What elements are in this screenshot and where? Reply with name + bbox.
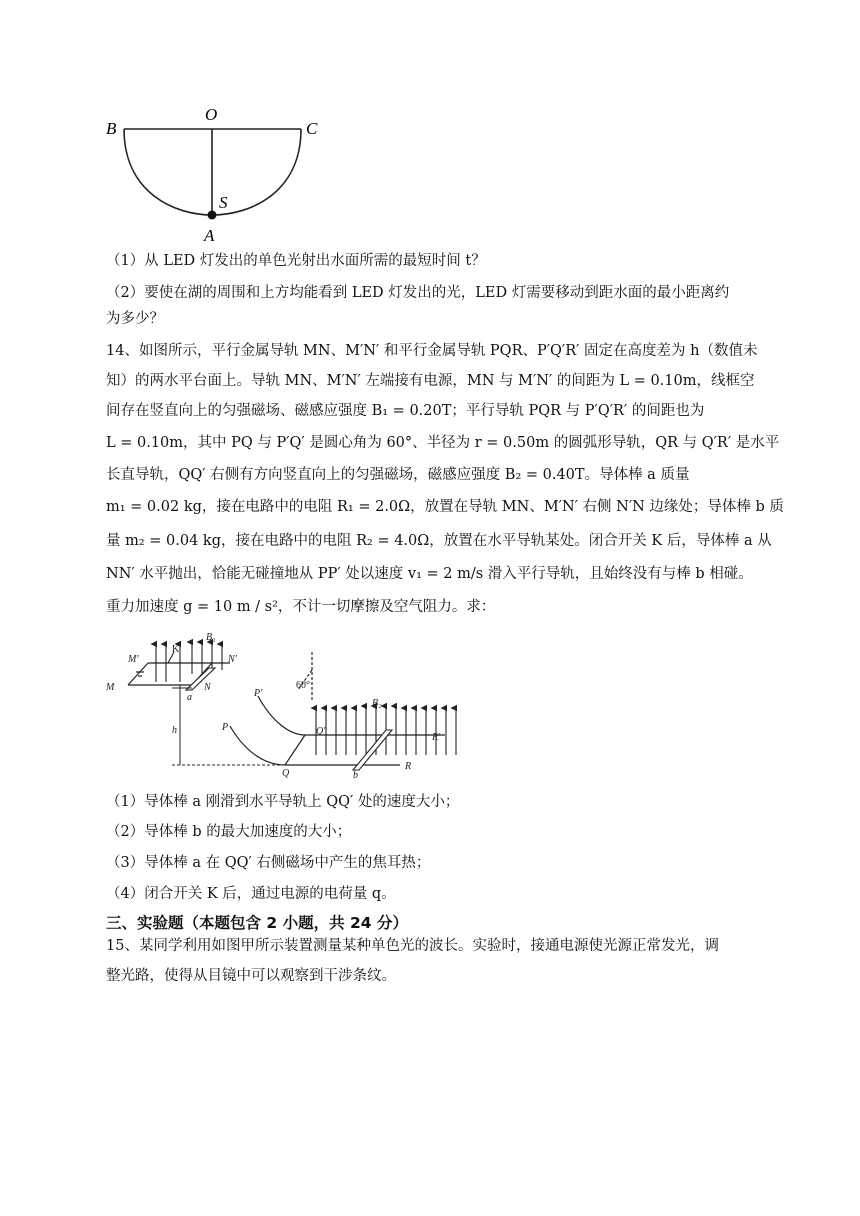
- fig2-label-M: M: [106, 682, 115, 693]
- q14-line-2: 知）的两水平台面上。导轨 MN、M′N′ 左端接有电源，MN 与 M′N′ 的间距为 L = 0.10m，线框空: [106, 373, 755, 389]
- q13-sub2-line2: 为多少？: [106, 311, 164, 327]
- fig2-label-angle: 60°: [296, 680, 310, 691]
- lake-figure: [100, 98, 340, 248]
- q14-line-3: 间存在竖直向上的匀强磁场、磁感应强度 B₁ = 0.20T；平行导轨 PQR 与 P′Q′R′ 的间距也为: [106, 403, 705, 419]
- q14-sub4: （4）闭合开关 K 后，通过电源的电荷量 q。: [106, 886, 396, 902]
- q14-line-9: 重力加速度 g = 10 m / s²，不计一切摩擦及空气阻力。求：: [106, 599, 496, 615]
- label-C: C: [306, 119, 318, 138]
- q13-sub2-line1: （2）要使在湖的周围和上方均能看到 LED 灯发出的光，LED 灯需要移动到距水面的最小距离约: [106, 285, 730, 301]
- fig2-label-P-prime: P′: [254, 688, 263, 699]
- q14-line-5: 长直导轨，QQ′ 右侧有方向竖直向上的匀强磁场，磁感应强度 B₂ = 0.40T。导体棒 a 质量: [106, 467, 690, 483]
- rails-figure: [100, 630, 470, 780]
- label-S: S: [219, 193, 228, 212]
- fig2-label-N-prime: N′: [228, 654, 237, 665]
- q14-line-7: 量 m₂ = 0.04 kg，接在电路中的电阻 R₂ = 4.0Ω，放置在水平导轨某处。闭合开关 K 后，导体棒 a 从: [106, 533, 772, 549]
- q15-line2: 整光路，使得从目镜中可以观察到干涉条纹。: [106, 968, 396, 984]
- fig2-label-M-prime: M′: [128, 654, 139, 665]
- fig2-label-R-prime: R′: [432, 732, 441, 743]
- fig2-label-B1: B₁: [206, 632, 216, 643]
- label-A: A: [204, 226, 215, 245]
- lower-rails: [230, 652, 445, 765]
- q14-sub2: （2）导体棒 b 的最大加速度的大小；: [106, 824, 352, 840]
- b1-field-arrows: [156, 642, 222, 682]
- upper-rails: [128, 663, 230, 685]
- q14-sub3: （3）导体棒 a 在 QQ′ 右侧磁场中产生的焦耳热；: [106, 855, 431, 871]
- q14-line-8: NN′ 水平抛出，恰能无碰撞地从 PP′ 处以速度 v₁ = 2 m/s 滑入平行导轨，且始终没有与棒 b 相碰。: [106, 566, 753, 582]
- q14-line-6: m₁ = 0.02 kg，接在电路中的电阻 R₁ = 2.0Ω，放置在导轨 MN、M′N′ 右侧 N′N 边缘处；导体棒 b 质: [106, 499, 784, 515]
- fig2-label-a: a: [187, 692, 192, 703]
- q15-line1: 15、某同学利用如图甲所示装置测量某种单色光的波长。实验时，接通电源使光源正常发光，调: [106, 938, 719, 954]
- fig2-label-B2: B₂: [372, 698, 382, 709]
- q13-sub1: （1）从 LED 灯发出的单色光射出水面所需的最短时间 t？: [106, 253, 486, 269]
- label-B: B: [106, 119, 117, 138]
- fig2-label-Q-prime: Q′: [316, 726, 326, 737]
- q14-line-4: L = 0.10m，其中 PQ 与 P′Q′ 是圆心角为 60°、半径为 r = 0.50m 的圆弧形导轨，QR 与 Q′R′ 是水平: [106, 435, 780, 451]
- fig2-label-P: P: [222, 722, 229, 733]
- fig2-label-N: N: [204, 682, 211, 693]
- led-light-point: [208, 211, 217, 220]
- fig2-label-K: K: [172, 644, 180, 655]
- q14-sub1: （1）导体棒 a 刚滑到水平导轨上 QQ′ 处的速度大小；: [106, 794, 460, 810]
- label-O: O: [205, 105, 218, 124]
- fig2-label-R: R: [405, 761, 412, 772]
- section-3-title: 三、实验题（本题包含 2 小题，共 24 分）: [106, 914, 408, 932]
- fig2-label-Q: Q: [282, 768, 290, 779]
- fig2-label-h: h: [172, 725, 177, 736]
- q14-line-1: 14、如图所示，平行金属导轨 MN、M′N′ 和平行金属导轨 PQR、P′Q′R′ 固定在高度差为 h（数值未: [106, 343, 758, 359]
- fig2-label-b: b: [353, 770, 358, 780]
